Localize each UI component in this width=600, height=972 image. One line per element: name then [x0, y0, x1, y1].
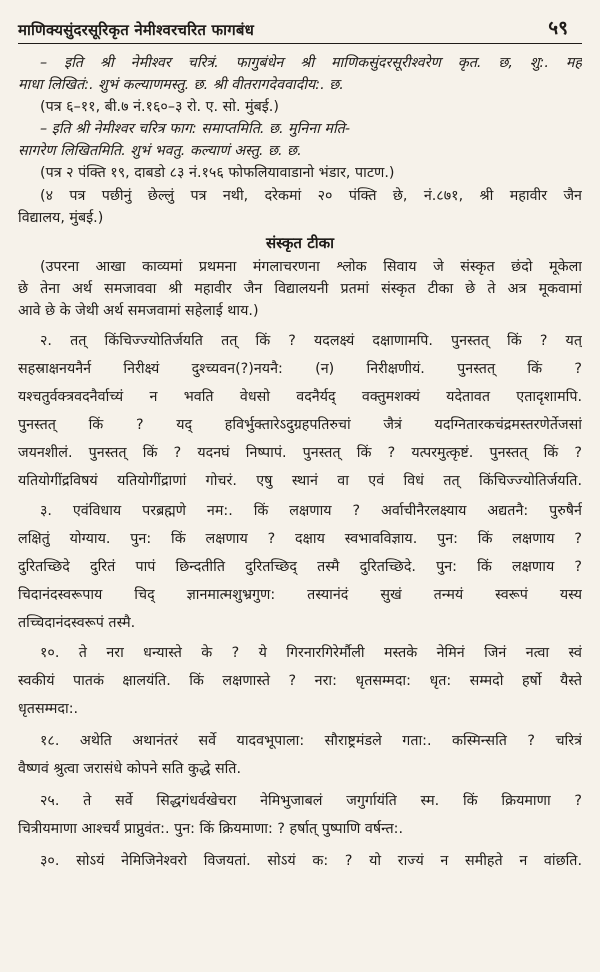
- colophon-2-line-1: – इति श्री नेमीश्वर चरित्र फाग: समाप्तमिति. छ. मुनिना मति-: [40, 121, 350, 137]
- verse-3-line-1: ३. एवंविधाय परब्रह्मणे नम:. किं लक्षणाय ? अर्वाचीनैरलक्ष्याय अद्यतनै: पुरुषैर्न: [40, 503, 582, 519]
- intro-line-3: आवे छे के जेथी अर्थ समजवामां सहेलाई थाय.): [18, 303, 259, 319]
- verse-10-line-1: १०. ते नरा धन्यास्ते के ? ये गिरनारगिरेर्मौली मस्तके नेमिनं जिनं नत्वा स्वं: [40, 645, 582, 661]
- colophon-2-reference: (पत्र २ पंक्ति १९, दाबडो ८३ नं.१५६ फोफलियावाडानो भंडार, पाटण.): [40, 165, 395, 181]
- running-title: माणिक्यसुंदरसूरिकृत नेमीश्वरचरित फागबंध: [18, 21, 255, 39]
- verse-2-line-6: यतियोगींद्रविषयं यतियोगींद्राणां गोचरं. एषु स्थानं वा एवं विधं तत् किंचिज्ज्योतिर्जयति.: [18, 473, 582, 489]
- running-header: [18, 14, 582, 40]
- verse-3-line-5: तच्चिदानंदस्वरूपं तस्मै.: [18, 615, 136, 631]
- verse-25-line-2: चित्रीयमाणा आश्चर्यं प्राप्नुवंत:. पुन: किं क्रियमाणा: ? हर्षात् पुष्पाणि वर्षन्त:.: [18, 821, 403, 837]
- intro-line-1: (उपरना आखा काव्यमां प्रथमना मंगलाचरणना श्लोक सिवाय जे संस्कृत छंदो मूकेला: [40, 259, 582, 275]
- colophon-1-line-1: – इति श्री नेमीश्वर चरित्रं. फागुबंधेन श्री माणिकसुंदरसूरीश्वरेण कृत. छ, शु:. महं: [40, 55, 582, 71]
- verse-2-line-3: यश्चतुर्वक्त्रवदनैर्वाच्यं न भवति वेधसो वदनैर्यद् वक्तुमशक्यं यदेतावत एतादृशामपि.: [18, 389, 582, 405]
- verse-3-line-2: लक्षितुं योग्याय. पुन: किं लक्षणाय ? दक्षाय स्वभावविज्ञाय. पुन: किं लक्षणाय ?: [18, 531, 582, 547]
- section-heading: संस्कृत टीका: [265, 234, 335, 252]
- verse-2-line-2: सहस्राक्षनयनैर्न निरीक्ष्यं दुश्च्यवन(?)नयनै: (न) निरीक्षणीयं. पुनस्तत् किं ?: [18, 361, 582, 377]
- colophon-2-line-2: सागरेण लिखितमिति. शुभं भवतु. कल्याणं अस्तु. छ. छ.: [18, 143, 302, 159]
- intro-line-2: छे तेना अर्थ समजाववा श्री महावीर जैन विद्यालयनी प्रतमां संस्कृत टीका छे ते अत्र मूकवामां: [18, 281, 582, 297]
- header-rule: [18, 43, 582, 44]
- verse-2-line-5: जयनशीलं. पुनस्तत् किं ? यदनघं निष्पापं. पुनस्तत् किं ? यत्परमुत्कृष्टं. पुनस्तत् किं ?: [18, 445, 582, 461]
- note-line-2: विद्यालय, मुंबई.): [18, 210, 104, 226]
- verse-2-line-4: पुनस्तत् किं ? यद् हविर्भुक्तारेऽदुग्रहपतिरुचां जैत्रं यदग्नितारकचंद्रमस्तरणेर्तेजसां: [18, 417, 582, 433]
- verse-2-line-1: २. तत् किंचिज्ज्योतिर्जयति तत् किं ? यदलक्ष्यं दक्षाणामपि. पुनस्तत् किं ? यत्: [40, 333, 582, 349]
- page-number: ५९: [548, 17, 568, 39]
- verse-30-line-1: ३०. सोऽयं नेमिजिनेश्वरो विजयतां. सोऽयं क: ? यो राज्यं न समीहते न वांछति.: [40, 853, 582, 869]
- verse-10-line-2: स्वकीयं पातकं क्षालयंति. किं लक्षणास्ते ? नरा: धृतसम्मदा: धृत: सम्मदो हर्षो यैस्ते: [18, 673, 582, 689]
- note-line-1: (४ पत्र पछीनुं छेल्लुं पत्र नथी, दरेकमां २० पंक्ति छे, नं.८७१, श्री महावीर जैन: [40, 188, 582, 204]
- verse-3-line-3: दुरितच्छिदे दुरितं पापं छिन्दतीति दुरितच्छिद् तस्मै दुरितच्छिदे. पुन: किं लक्षणाय ?: [18, 559, 582, 575]
- colophon-1-reference: (पत्र ६–११, बी.७ नं.१६०–३ रो. ए. सो. मुंबई.): [40, 99, 279, 115]
- verse-18-line-1: १८. अथेति अथानंतरं सर्वे यादवभूपाला: सौराष्ट्रमंडले गता:. कस्मिन्सति ? चरित्रं: [40, 733, 582, 749]
- verse-10-line-3: धृतसम्मदा:.: [18, 701, 79, 717]
- colophon-1-line-2: माधा लिखितं:. शुभं कल्याणमस्तु. छ. श्री वीतरागदेववादीय:. छ.: [18, 77, 344, 93]
- verse-25-line-1: २५. ते सर्वे सिद्धगंधर्वखेचरा नेमिभुजाबलं जगुर्गायंति स्म. किं क्रियमाणा ?: [40, 793, 582, 809]
- verse-18-line-2: वैष्णवं श्रुत्वा जरासंधे कोपने सति कुद्धे सति.: [18, 761, 242, 777]
- verse-3-line-4: चिदानंदस्वरूपाय चिद् ज्ञानमात्मशुभ्रगुण: तस्यानंदं सुखं तन्मयं स्वरूपं यस्य: [18, 587, 582, 603]
